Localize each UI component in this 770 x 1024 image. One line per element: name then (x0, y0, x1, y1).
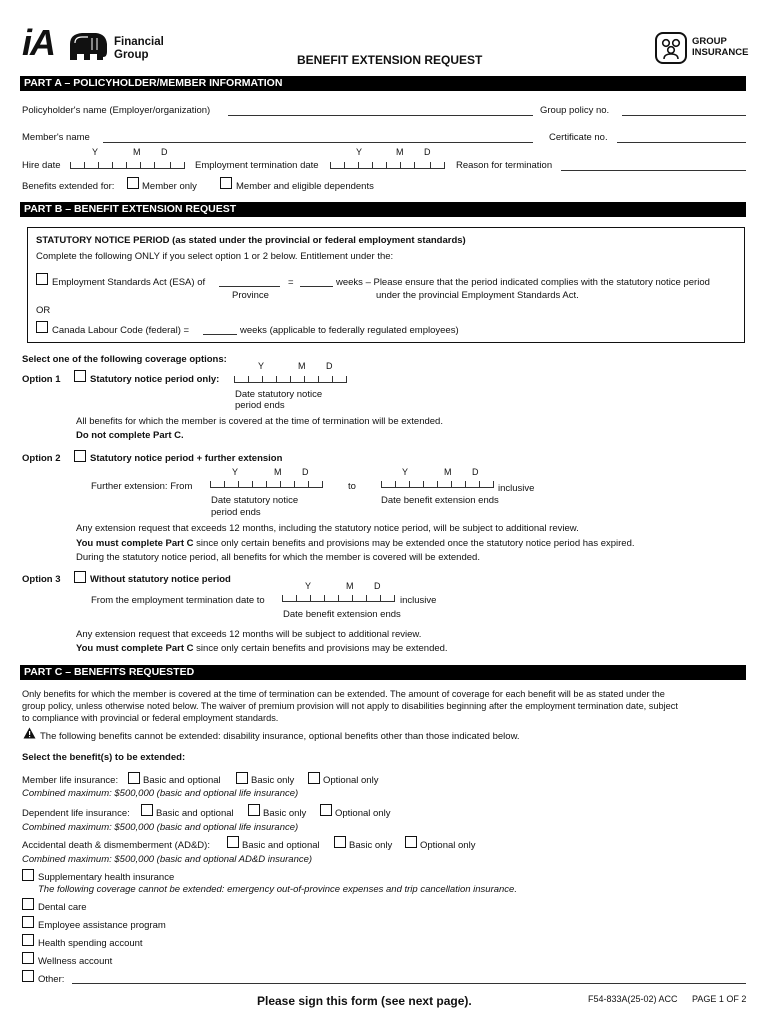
hsa-label: Health spending account (38, 938, 143, 949)
hire-y-label: Y (92, 147, 99, 157)
add-max-note: Combined maximum: $500,000 (basic and optional AD&D insurance) (22, 854, 313, 865)
reason-label: Reason for termination (456, 160, 553, 171)
dep-basic-only-label: Basic only (263, 808, 307, 819)
statutory-box-title: STATUTORY NOTICE PERIOD (as stated under the provincial or federal employment standards) (36, 235, 466, 246)
health-label: Supplementary health insurance (38, 872, 175, 883)
other-checkbox[interactable] (22, 970, 34, 982)
group-label: GROUP (692, 36, 727, 47)
opt2a-m-label: M (274, 467, 282, 477)
health-note: The following coverage cannot be extended: emergency out-of-province expenses and trip cancellation insurance. (38, 884, 517, 895)
esa-equals: = (288, 277, 294, 288)
opt1-caption-1: Date statutory notice (235, 389, 323, 400)
term-m-label: M (396, 147, 404, 157)
hire-m-label: M (133, 147, 141, 157)
opt3-inclusive: inclusive (400, 595, 437, 606)
clc-weeks-field[interactable] (203, 334, 237, 335)
member-name-field[interactable] (103, 142, 533, 143)
hire-date-label: Hire date (22, 160, 61, 171)
option-2-label: Option 2 (22, 453, 61, 464)
esa-checkbox[interactable] (36, 273, 48, 285)
reason-field[interactable] (561, 170, 746, 171)
opt2-note-3: During the statutory notice period, all benefits for which the member is covered will be extended. (76, 552, 480, 563)
term-y-label: Y (356, 147, 363, 157)
or-label: OR (36, 305, 51, 316)
opt1-note-2: Do not complete Part C. (76, 430, 184, 441)
opt2b-y-label: Y (402, 467, 409, 477)
option-3-title: Without statutory notice period (90, 574, 231, 585)
eap-label: Employee assistance program (38, 920, 166, 931)
province-caption: Province (232, 290, 269, 301)
opt2-note-2-rest: since only certain benefits and provisions may be extended once the statutory notice period has expired. (193, 538, 635, 549)
option-1-checkbox[interactable] (74, 370, 86, 382)
member-only-label: Member only (142, 181, 197, 192)
option-2-checkbox[interactable] (74, 450, 86, 462)
dental-checkbox[interactable] (22, 898, 34, 910)
policyholder-field[interactable] (228, 115, 533, 116)
part-b-bar: PART B – BENEFIT EXTENSION REQUEST (20, 202, 746, 217)
warning-text: The following benefits cannot be extended: disability insurance, optional benefits other than those indicated below. (40, 731, 520, 742)
opt2-caption-a1: Date statutory notice (211, 495, 299, 506)
member-dependents-label: Member and eligible dependents (236, 181, 374, 192)
member-life-label: Member life insurance: (22, 775, 119, 786)
certificate-label: Certificate no. (549, 132, 608, 143)
opt1-d-label: D (326, 361, 333, 371)
add-optional-only-label: Optional only (420, 840, 476, 851)
esa-label: Employment Standards Act (ESA) of (52, 277, 206, 288)
esa-under-text: under the provincial Employment Standards Act. (376, 290, 579, 301)
opt1-note-1: All benefits for which the member is covered at the time of termination will be extended. (76, 416, 443, 427)
opt3-from-label: From the employment termination date to (91, 595, 265, 606)
add-optional-only-checkbox[interactable] (405, 836, 417, 848)
hsa-checkbox[interactable] (22, 934, 34, 946)
part-a-bar: PART A – POLICYHOLDER/MEMBER INFORMATION (20, 76, 746, 91)
dental-label: Dental care (38, 902, 87, 913)
add-basic-optional-label: Basic and optional (242, 840, 320, 851)
part-c-intro-3: to compliance with provincial or federal employment standards. (22, 713, 279, 723)
member-dependents-checkbox[interactable] (220, 177, 232, 189)
opt1-y-label: Y (258, 361, 265, 371)
dep-optional-only-label: Optional only (335, 808, 391, 819)
certificate-field[interactable] (617, 142, 746, 143)
add-basic-only-label: Basic only (349, 840, 393, 851)
opt1-m-label: M (298, 361, 306, 371)
insurance-label: INSURANCE (692, 47, 749, 58)
opt3-note-2 (76, 643, 448, 654)
group-insurance-logo (655, 32, 750, 66)
dep-basic-only-checkbox[interactable] (248, 804, 260, 816)
group-people-icon (655, 32, 687, 64)
life-basic-only-checkbox[interactable] (236, 772, 248, 784)
opt2-caption-a2: period ends (211, 507, 261, 518)
opt3-note-2-rest: since only certain benefits and provisions may be extended. (193, 643, 448, 654)
esa-weeks-text: weeks – Please ensure that the period indicated complies with the statutory notice period (336, 277, 710, 288)
group-policy-field[interactable] (622, 115, 746, 116)
opt3-y-label: Y (305, 581, 312, 591)
opt2-further-label: Further extension: From (91, 481, 193, 492)
dep-basic-optional-checkbox[interactable] (141, 804, 153, 816)
option-3-label: Option 3 (22, 574, 61, 585)
health-checkbox[interactable] (22, 869, 34, 881)
sign-reminder: Please sign this form (see next page). (257, 994, 472, 1008)
opt2a-y-label: Y (232, 467, 239, 477)
life-optional-only-checkbox[interactable] (308, 772, 320, 784)
opt2-note-2 (76, 538, 635, 549)
opt3-d-label: D (374, 581, 381, 591)
opt1-caption-2: period ends (235, 400, 285, 411)
life-basic-only-label: Basic only (251, 775, 295, 786)
esa-province-field[interactable] (219, 286, 280, 287)
dep-basic-optional-label: Basic and optional (156, 808, 234, 819)
opt3-note-2-bold: You must complete Part C (76, 643, 194, 654)
option-3-checkbox[interactable] (74, 571, 86, 583)
select-benefits-label: Select the benefit(s) to be extended: (22, 752, 186, 763)
termination-date-field[interactable] (330, 164, 445, 169)
opt2-note-1: Any extension request that exceeds 12 months, including the statutory notice period, will be subject to additional review. (76, 523, 579, 534)
logo-name-2: Group (114, 49, 149, 61)
other-field[interactable] (72, 983, 746, 984)
hire-date-field[interactable] (70, 164, 185, 169)
hire-d-label: D (161, 147, 168, 157)
part-c-intro-1: Only benefits for which the member is covered at the time of termination can be extended. The amount of coverage for each benefit will be as stated under the (22, 689, 665, 699)
member-name-label: Member's name (22, 132, 90, 143)
option-1-title: Statutory notice period only: (90, 374, 220, 385)
group-policy-label: Group policy no. (540, 105, 610, 116)
opt2-note-2-bold: You must complete Part C (76, 538, 194, 549)
warning-icon (23, 727, 36, 739)
clc-weeks-text: weeks (applicable to federally regulated employees) (240, 325, 459, 336)
term-d-label: D (424, 147, 431, 157)
esa-weeks-field[interactable] (300, 286, 333, 287)
add-label: Accidental death & dismemberment (AD&D): (22, 840, 210, 851)
form-code: F54-833A(25-02) ACC (588, 994, 678, 1004)
clc-label: Canada Labour Code (federal) = (52, 325, 190, 336)
termination-date-label: Employment termination date (195, 160, 319, 171)
select-option-label: Select one of the following coverage options: (22, 354, 227, 365)
opt3-end-date-field[interactable] (282, 597, 395, 602)
page-number: PAGE 1 OF 2 (692, 994, 747, 1004)
dependent-life-label: Dependent life insurance: (22, 808, 130, 819)
opt2-inclusive: inclusive (498, 483, 535, 494)
life-basic-optional-checkbox[interactable] (128, 772, 140, 784)
opt3-note-1: Any extension request that exceeds 12 months will be subject to additional review. (76, 629, 422, 640)
ia-logo (22, 22, 172, 68)
logo-name-1: Financial (114, 36, 164, 48)
opt2-start-date-field[interactable] (210, 483, 323, 488)
opt2-to-label: to (348, 481, 356, 492)
member-only-checkbox[interactable] (127, 177, 139, 189)
clc-checkbox[interactable] (36, 321, 48, 333)
opt1-date-field[interactable] (234, 378, 347, 383)
life-basic-optional-label: Basic and optional (143, 775, 221, 786)
statutory-box-subtitle: Complete the following ONLY if you select option 1 or 2 below. Entitlement under the: (36, 251, 394, 262)
opt3-m-label: M (346, 581, 354, 591)
other-label: Other: (38, 974, 65, 985)
part-c-intro-2: group policy, unless otherwise noted below. The waiver of premium provision will not apply to disabilities beginning after the employment termination date, subject (22, 701, 678, 711)
wellness-label: Wellness account (38, 956, 113, 967)
logo-letters: iA (22, 22, 54, 63)
opt2-caption-b: Date benefit extension ends (381, 495, 499, 506)
wellness-checkbox[interactable] (22, 952, 34, 964)
life-max-note: Combined maximum: $500,000 (basic and optional life insurance) (22, 788, 299, 799)
add-basic-optional-checkbox[interactable] (227, 836, 239, 848)
dep-max-note: Combined maximum: $500,000 (basic and optional life insurance) (22, 822, 299, 833)
opt2-end-date-field[interactable] (381, 483, 494, 488)
extended-for-label: Benefits extended for: (22, 181, 115, 192)
page-title: BENEFIT EXTENSION REQUEST (297, 53, 483, 67)
opt3-caption: Date benefit extension ends (283, 609, 401, 620)
opt2b-m-label: M (444, 467, 452, 477)
add-basic-only-checkbox[interactable] (334, 836, 346, 848)
option-2-title: Statutory notice period + further extension (90, 453, 283, 464)
opt2b-d-label: D (472, 467, 479, 477)
policyholder-label: Policyholder's name (Employer/organization) (22, 105, 211, 116)
dep-optional-only-checkbox[interactable] (320, 804, 332, 816)
eap-checkbox[interactable] (22, 916, 34, 928)
part-c-bar: PART C – BENEFITS REQUESTED (20, 665, 746, 680)
option-1-label: Option 1 (22, 374, 61, 385)
life-optional-only-label: Optional only (323, 775, 379, 786)
elephant-icon (66, 30, 110, 64)
opt2a-d-label: D (302, 467, 309, 477)
